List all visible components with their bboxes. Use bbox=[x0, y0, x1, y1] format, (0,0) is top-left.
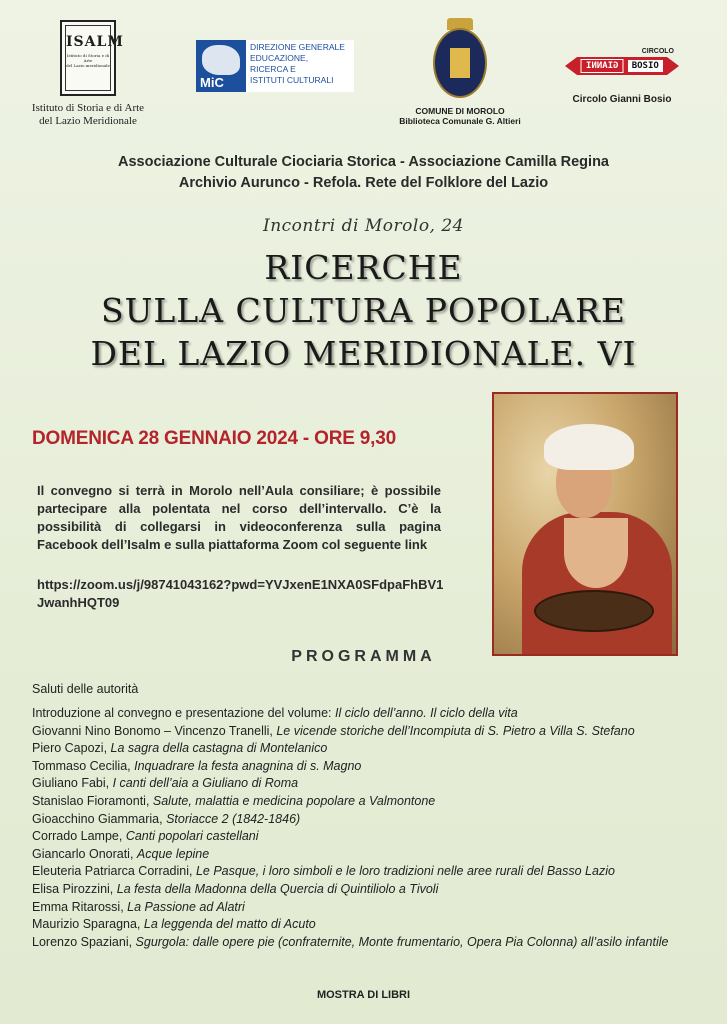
mic-label: MiC bbox=[200, 75, 224, 90]
program-item-author: Maurizio Sparagna, bbox=[32, 917, 144, 932]
program-saluti: Saluti delle autorità bbox=[32, 682, 139, 696]
arrow-right-icon bbox=[667, 57, 679, 75]
associations-line2: Archivio Aurunco - Refola. Rete del Folklore del Lazio bbox=[178, 175, 549, 191]
program-item-title: Le Pasque, i loro simboli e le loro tradizioni nelle aree rurali del Basso Lazio bbox=[195, 864, 615, 879]
list-item bbox=[32, 740, 712, 758]
series-subtitle: Incontri di Morolo, 24 bbox=[262, 216, 464, 236]
program-item-title: La leggenda del matto di Acuto bbox=[143, 917, 316, 932]
list-item bbox=[32, 758, 712, 776]
program-item-author: Giuliano Fabi, bbox=[32, 776, 113, 791]
program-item-title: Sgurgola: dalle opere pie (confraternite, Monte frumentario, Opera Pia Colonna) all’asilo infantile bbox=[135, 934, 669, 949]
logos-header bbox=[0, 0, 727, 140]
comune-library: Biblioteca Comunale G. Altieri bbox=[399, 116, 521, 126]
circolo-name: Circolo Gianni Bosio bbox=[572, 94, 672, 105]
comune-logo bbox=[380, 18, 540, 126]
list-item bbox=[32, 863, 712, 881]
isalm-emblem-text: Istituto di Storia e di Arte del Lazio meridionale bbox=[66, 53, 110, 68]
program-item-author: Introduzione al convegno e presentazione del volume: bbox=[32, 706, 335, 720]
program-item-title: Storiacce 2 (1842-1846) bbox=[166, 811, 301, 826]
program-item-title: Il ciclo dell’anno. Il ciclo della vita bbox=[334, 706, 518, 720]
circolo-logo bbox=[548, 48, 696, 105]
program-item-title: Acque lepine bbox=[136, 846, 210, 861]
isalm-caption-line2: del Lazio Meridionale bbox=[39, 115, 137, 127]
comune-crest-icon bbox=[425, 18, 495, 102]
program-item-title: La Passione ad Alatri bbox=[127, 899, 245, 914]
program-item-title: Le vicende storiche dell’Incompiuta di S. Pietro a Villa S. Stefano bbox=[276, 723, 635, 738]
event-description: Il convegno si terrà in Morolo nell’Aula consiliare; è possibile partecipare alla polentata nel corso dell’intervallo. C’è la possibilità di collegarsi in videoconferenza sulla pagina Facebook dell’Isalm e sulla piattaforma Zoom col seguente link bbox=[37, 483, 441, 552]
program-item-title: Canti popolari castellani bbox=[125, 829, 259, 844]
program-item-title: Salute, malattia e medicina popolare a Valmontone bbox=[152, 793, 436, 808]
associations-line1: Associazione Culturale Ciociaria Storica - Associazione Camilla Regina bbox=[117, 154, 609, 170]
isalm-caption bbox=[28, 102, 148, 128]
circolo-word-left: GIANNI bbox=[581, 59, 624, 73]
program-item-author: Emma Ritarossi, bbox=[32, 899, 128, 914]
isalm-emblem bbox=[60, 20, 124, 96]
list-item bbox=[32, 916, 712, 934]
title-line3: DEL LAZIO MERIDIONALE. VI bbox=[90, 334, 637, 373]
program-item-title: Inquadrare la festa anagnina di s. Magno bbox=[134, 758, 362, 773]
program-item-author: Piero Capozi, bbox=[32, 741, 111, 756]
program-item-author: Corrado Lampe, bbox=[32, 829, 126, 844]
program-item-author: Eleuteria Patriarca Corradini, bbox=[32, 864, 196, 879]
arrow-left-icon bbox=[565, 57, 577, 75]
event-date: DOMENICA 28 GENNAIO 2024 - ORE 9,30 bbox=[32, 428, 396, 449]
mic-line3: RICERCA E bbox=[250, 64, 296, 74]
program-item-author: Stanislao Fioramonti, bbox=[32, 793, 153, 808]
comune-name: COMUNE DI MOROLO bbox=[415, 106, 505, 116]
program-heading: PROGRAMMA bbox=[291, 648, 436, 665]
mic-line4: ISTITUTI CULTURALI bbox=[250, 75, 334, 85]
mic-text bbox=[246, 40, 354, 92]
painting-image bbox=[492, 392, 678, 656]
list-item bbox=[32, 899, 712, 917]
mic-line1: DIREZIONE GENERALE bbox=[250, 42, 345, 52]
list-item bbox=[32, 705, 712, 723]
program-item-author: Giovanni Nino Bonomo – Vincenzo Tranelli, bbox=[32, 723, 277, 738]
mic-logo bbox=[196, 40, 356, 92]
program-item-author: Giancarlo Onorati, bbox=[32, 846, 137, 861]
footer-mostra: MOSTRA DI LIBRI bbox=[316, 989, 411, 1001]
title-line2: SULLA CULTURA POPOLARE bbox=[100, 291, 627, 330]
mic-line2: EDUCAZIONE, bbox=[250, 53, 309, 63]
program-list bbox=[32, 705, 712, 951]
program-item-author: Lorenzo Spaziani, bbox=[32, 934, 136, 949]
page-title bbox=[0, 246, 727, 375]
isalm-caption-line1: Istituto di Storia e di Arte bbox=[31, 102, 145, 114]
list-item bbox=[32, 934, 712, 952]
mic-emblem bbox=[196, 40, 246, 92]
program-item-title: I canti dell’aia a Giuliano di Roma bbox=[112, 776, 299, 791]
isalm-logo bbox=[28, 20, 148, 128]
program-item-title: La festa della Madonna della Quercia di Quintiliolo a Tivoli bbox=[116, 881, 439, 896]
program-item-author: Elisa Pirozzini, bbox=[32, 881, 117, 896]
zoom-link[interactable]: https://zoom.us/j/98741043162?pwd=YVJxenE1NXA0SFdpaFhBV1JwanhHQT09 bbox=[37, 577, 444, 610]
list-item bbox=[32, 723, 712, 741]
program-item-author: Tommaso Cecilia, bbox=[32, 758, 135, 773]
mic-art-icon bbox=[202, 45, 240, 75]
circolo-top-label: CIRCOLO bbox=[641, 48, 674, 55]
list-item bbox=[32, 828, 712, 846]
list-item bbox=[32, 846, 712, 864]
associations bbox=[0, 152, 727, 194]
isalm-name: ISALM bbox=[66, 34, 124, 50]
circolo-emblem bbox=[548, 56, 696, 76]
program-item-title: La sagra della castagna di Montelanico bbox=[110, 741, 328, 756]
circolo-word-right: BOSIO bbox=[628, 60, 663, 72]
list-item bbox=[32, 793, 712, 811]
title-line1: RICERCHE bbox=[264, 248, 463, 287]
list-item bbox=[32, 775, 712, 793]
list-item bbox=[32, 881, 712, 899]
program-item-author: Gioacchino Giammaria, bbox=[32, 811, 167, 826]
list-item bbox=[32, 811, 712, 829]
